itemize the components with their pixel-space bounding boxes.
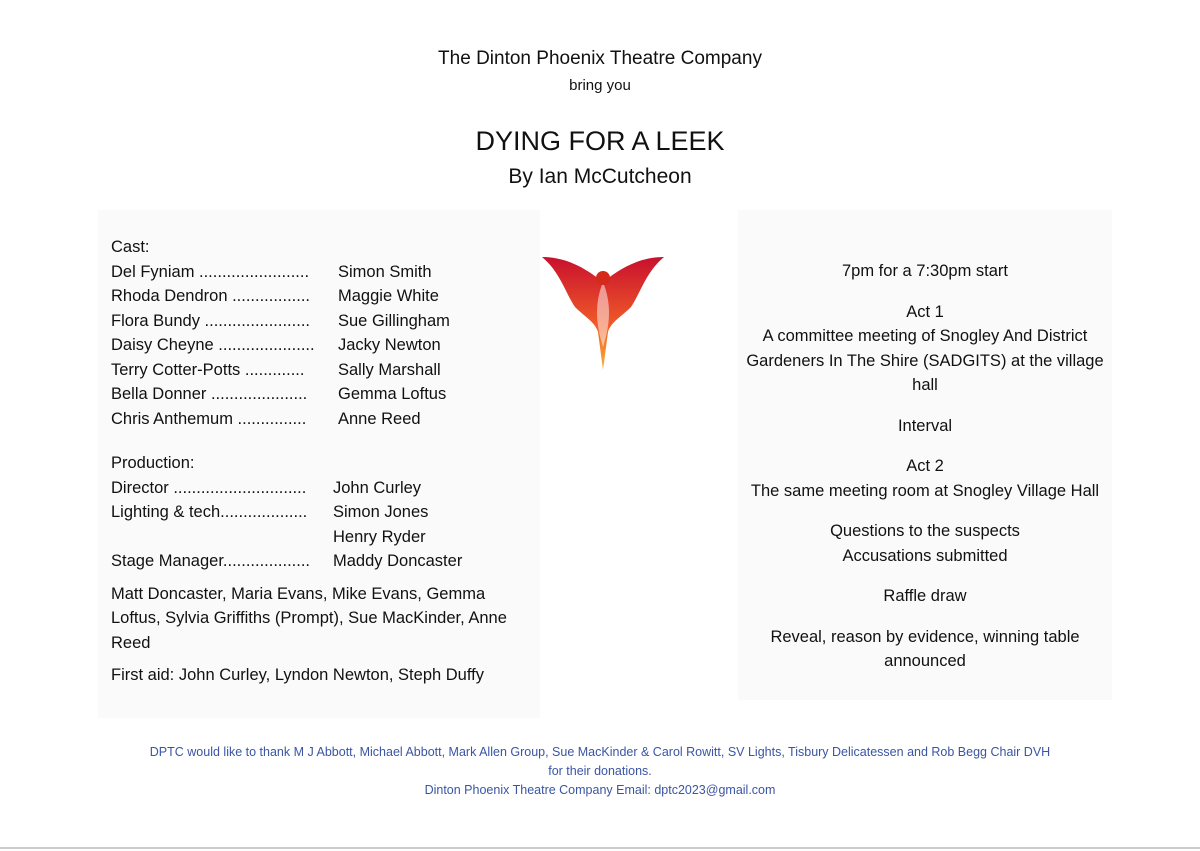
credit-row xyxy=(111,284,531,309)
role xyxy=(111,525,333,550)
actor: Gemma Loftus xyxy=(338,385,447,403)
credit-row xyxy=(111,549,531,574)
schedule-panel xyxy=(738,210,1112,700)
role: Lighting & tech................... xyxy=(111,503,308,521)
cast-panel xyxy=(98,210,540,718)
actor: Simon Smith xyxy=(338,262,432,281)
schedule-item: Questions to the suspects Accusations submitted xyxy=(830,522,1020,565)
credit-row xyxy=(111,500,531,525)
role: Chris Anthemum ............... xyxy=(111,409,307,428)
contact-text: Dinton Phoenix Theatre Company Email: dptc2023@gmail.com xyxy=(424,783,776,797)
credit-row xyxy=(111,476,531,501)
bring-you: bring you xyxy=(569,77,631,94)
actor: Anne Reed xyxy=(338,409,421,428)
actor: Sue Gillingham xyxy=(338,311,450,330)
play-author: By Ian McCutcheon xyxy=(508,165,692,188)
company-name: The Dinton Phoenix Theatre Company xyxy=(438,48,762,69)
cast-label: Cast: xyxy=(111,238,150,256)
credit-row xyxy=(111,260,531,285)
credit-row xyxy=(111,407,531,432)
schedule-item: Interval xyxy=(897,416,953,435)
actor: Sally Marshall xyxy=(338,360,441,379)
role: Stage Manager................... xyxy=(111,552,311,570)
schedule-item: 7pm for a 7:30pm start xyxy=(842,262,1008,280)
thanks-text-2: for their donations. xyxy=(548,764,652,778)
production-label: Production: xyxy=(111,454,195,472)
role: Rhoda Dendron ................. xyxy=(111,287,311,305)
credit-row xyxy=(111,525,531,550)
credit-row xyxy=(111,382,531,407)
actor: Maggie White xyxy=(338,287,439,305)
crew-list: Matt Doncaster, Maria Evans, Mike Evans, Gemma Loftus, Sylvia Griffiths (Prompt), Sue MacKinder, Anne Reed xyxy=(111,584,507,652)
role: Daisy Cheyne ..................... xyxy=(111,336,315,354)
actor: Henry Ryder xyxy=(333,527,426,546)
phoenix-logo-icon xyxy=(540,252,666,372)
credit-row xyxy=(111,358,531,383)
credit-row xyxy=(111,309,531,334)
schedule-item: Raffle draw xyxy=(883,587,967,605)
credit-row xyxy=(111,333,531,358)
bottom-divider xyxy=(0,847,1200,849)
footer xyxy=(0,743,1200,800)
play-title: DYING FOR A LEEK xyxy=(475,126,725,156)
actor: Simon Jones xyxy=(333,503,429,521)
actor: Maddy Doncaster xyxy=(333,552,463,570)
actor: Jacky Newton xyxy=(338,336,441,354)
role: Director ............................. xyxy=(111,478,307,497)
actor: John Curley xyxy=(333,478,422,497)
first-aid: First aid: John Curley, Lyndon Newton, Steph Duffy xyxy=(111,666,484,684)
schedule-item: Act 2 The same meeting room at Snogley Village Hall xyxy=(750,457,1100,500)
role: Del Fyniam ........................ xyxy=(111,262,310,281)
role: Flora Bundy ....................... xyxy=(111,311,310,330)
schedule-item: Reveal, reason by evidence, winning table announced xyxy=(770,627,1080,670)
role: Terry Cotter-Potts ............. xyxy=(111,360,305,379)
thanks-text: DPTC would like to thank M J Abbott, Michael Abbott, Mark Allen Group, Sue MacKinder & Carol Rowitt, SV Lights, Tisbury Delicatessen and Rob Begg Chair DVH xyxy=(149,745,1051,759)
role: Bella Donner ..................... xyxy=(111,385,308,403)
schedule-item: Act 1 A committee meeting of Snogley And District Gardeners In The Shire (SADGITS) at the village hall xyxy=(746,302,1104,394)
